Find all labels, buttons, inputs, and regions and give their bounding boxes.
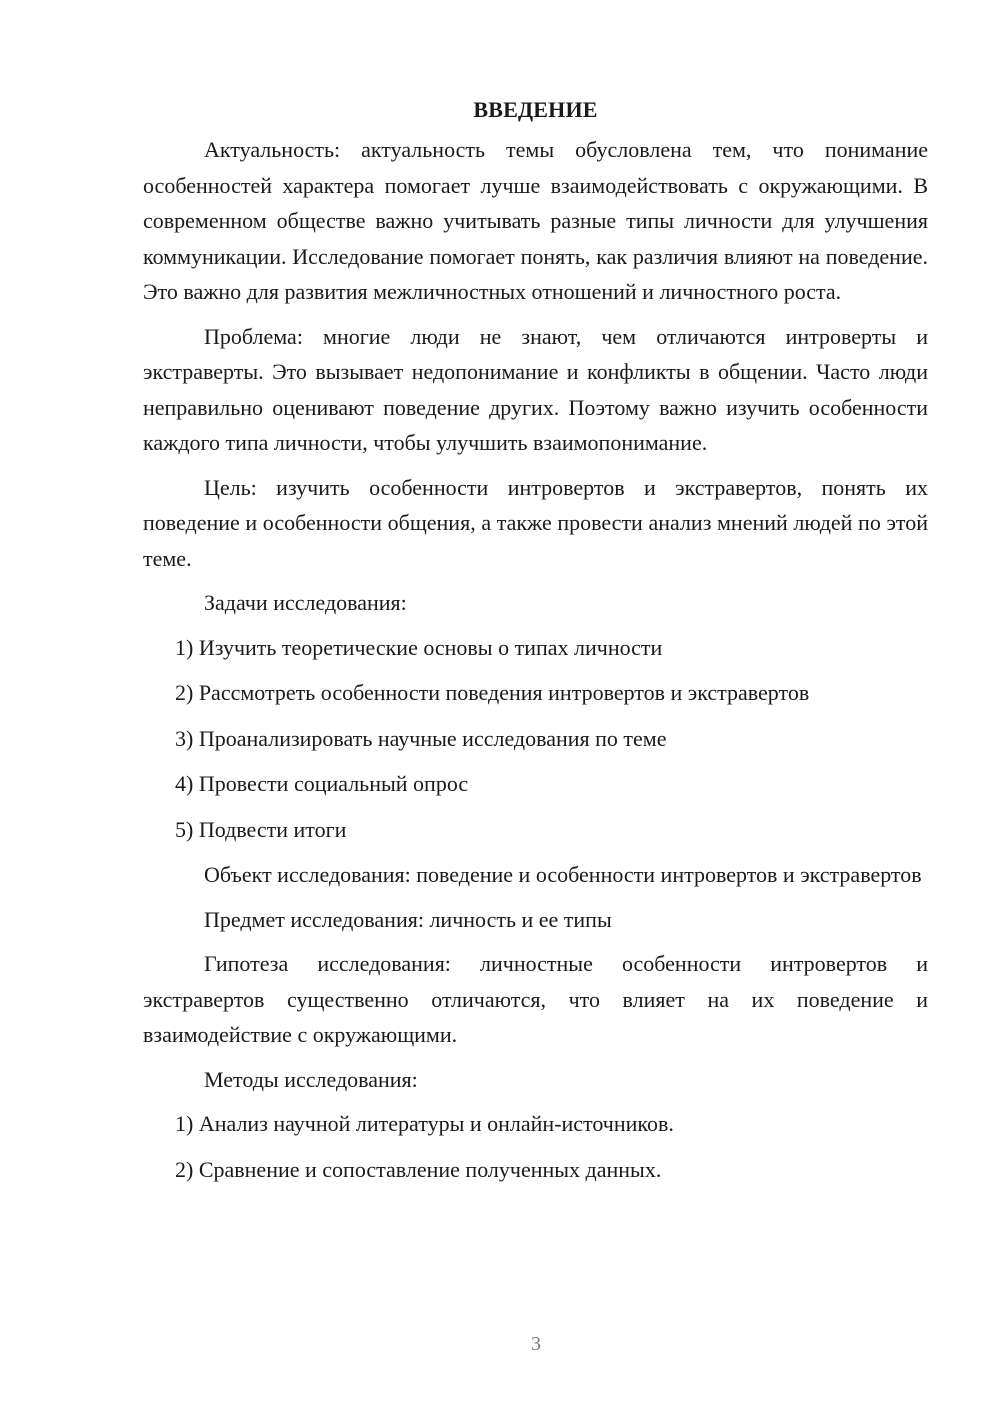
problem-paragraph: Проблема: многие люди не знают, чем отличаются интроверты и экстраверты. Это вызывает недопонимание и конфликты в общении. Часто люди неправильно оценивают поведение других. Поэтому важно изучить особенности каждого типа личности, чтобы улучшить взаимопонимание. (143, 323, 928, 455)
tasks-list (143, 630, 928, 848)
list-item: 1) Анализ научной литературы и онлайн-источников. (175, 1111, 674, 1136)
list-item: 3) Проанализировать научные исследования по теме (175, 725, 667, 751)
object-paragraph: Объект исследования: поведение и особенности интровертов и экстравертов (204, 862, 922, 887)
page-number: 3 (531, 1333, 541, 1355)
list-item: 5) Подвести итоги (175, 816, 347, 842)
actuality-paragraph: Актуальность: актуальность темы обусловлена тем, что понимание особенностей характера помогает лучше взаимодействовать с окружающими. В современном обществе важно учитывать разные типы личности для улучшения коммуникации. Исследование помогает понять, как различия влияют на поведение. Это важно для развития межличностных отношений и личностного роста. (143, 137, 928, 304)
methods-heading: Методы исследования: (204, 1066, 418, 1092)
methods-list (143, 1106, 928, 1187)
list-item: 2) Сравнение и сопоставление полученных данных. (175, 1156, 662, 1182)
tasks-heading: Задачи исследования: (204, 590, 407, 615)
list-item: 2) Рассмотреть особенности поведения интровертов и экстравертов (175, 680, 810, 705)
list-item: 4) Провести социальный опрос (175, 771, 469, 796)
list-item: 1) Изучить теоретические основы о типах личности (175, 634, 663, 660)
document-page (143, 94, 928, 1197)
hypothesis-paragraph: Гипотеза исследования: личностные особенности интровертов и экстравертов существенно отличаются, что влияет на их поведение и взаимодействие с окружающими. (143, 951, 928, 1047)
goal-paragraph: Цель: изучить особенности интровертов и экстравертов, понять их поведение и особенности общения, а также провести анализ мнений людей по этой теме. (143, 474, 928, 571)
section-title: ВВЕДЕНИЕ (473, 97, 598, 122)
subject-paragraph: Предмет исследования: личность и ее типы (204, 906, 612, 932)
